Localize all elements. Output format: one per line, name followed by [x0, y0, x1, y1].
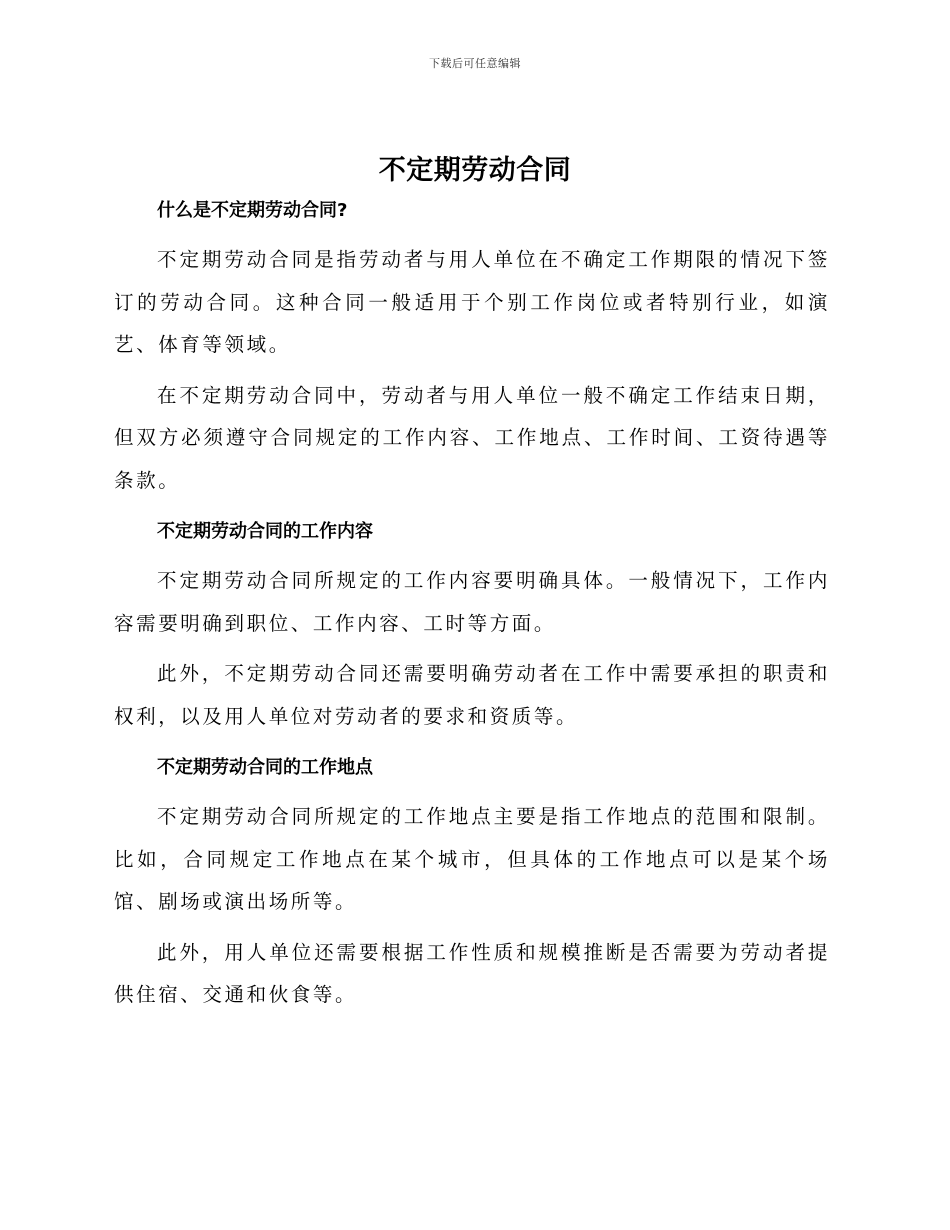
paragraph-work-content-1: 不定期劳动合同所规定的工作内容要明确具体。一般情况下，工作内容需要明确到职位、工作内容、工时等方面。	[114, 569, 830, 635]
header-note: 下载后可任意编辑	[429, 57, 521, 70]
paragraph-intro-1: 不定期劳动合同是指劳动者与用人单位在不确定工作期限的情况下签订的劳动合同。这种合同一般适用于个别工作岗位或者特别行业，如演艺、体育等领域。	[114, 248, 830, 356]
document-title: 不定期劳动合同	[378, 155, 572, 186]
paragraph-intro-2: 在不定期劳动合同中，劳动者与用人单位一般不确定工作结束日期，但双方必须遵守合同规定的工作内容、工作地点、工作时间、工资待遇等条款。	[114, 383, 830, 492]
paragraph-work-location-1: 不定期劳动合同所规定的工作地点主要是指工作地点的范围和限制。比如，合同规定工作地点在某个城市，但具体的工作地点可以是某个场馆、剧场或演出场所等。	[114, 805, 830, 913]
section-heading-intro: 什么是不定期劳动合同?	[157, 200, 348, 221]
section-heading-work-content: 不定期劳动合同的工作内容	[157, 521, 373, 542]
paragraph-work-content-2: 此外，不定期劳动合同还需要明确劳动者在工作中需要承担的职责和权利，以及用人单位对劳动者的要求和资质等。	[114, 662, 830, 728]
section-heading-work-location: 不定期劳动合同的工作地点	[157, 757, 373, 778]
document-body	[114, 195, 830, 1025]
paragraph-work-location-2: 此外，用人单位还需要根据工作性质和规模推断是否需要为劳动者提供住宿、交通和伙食等。	[114, 940, 830, 1006]
